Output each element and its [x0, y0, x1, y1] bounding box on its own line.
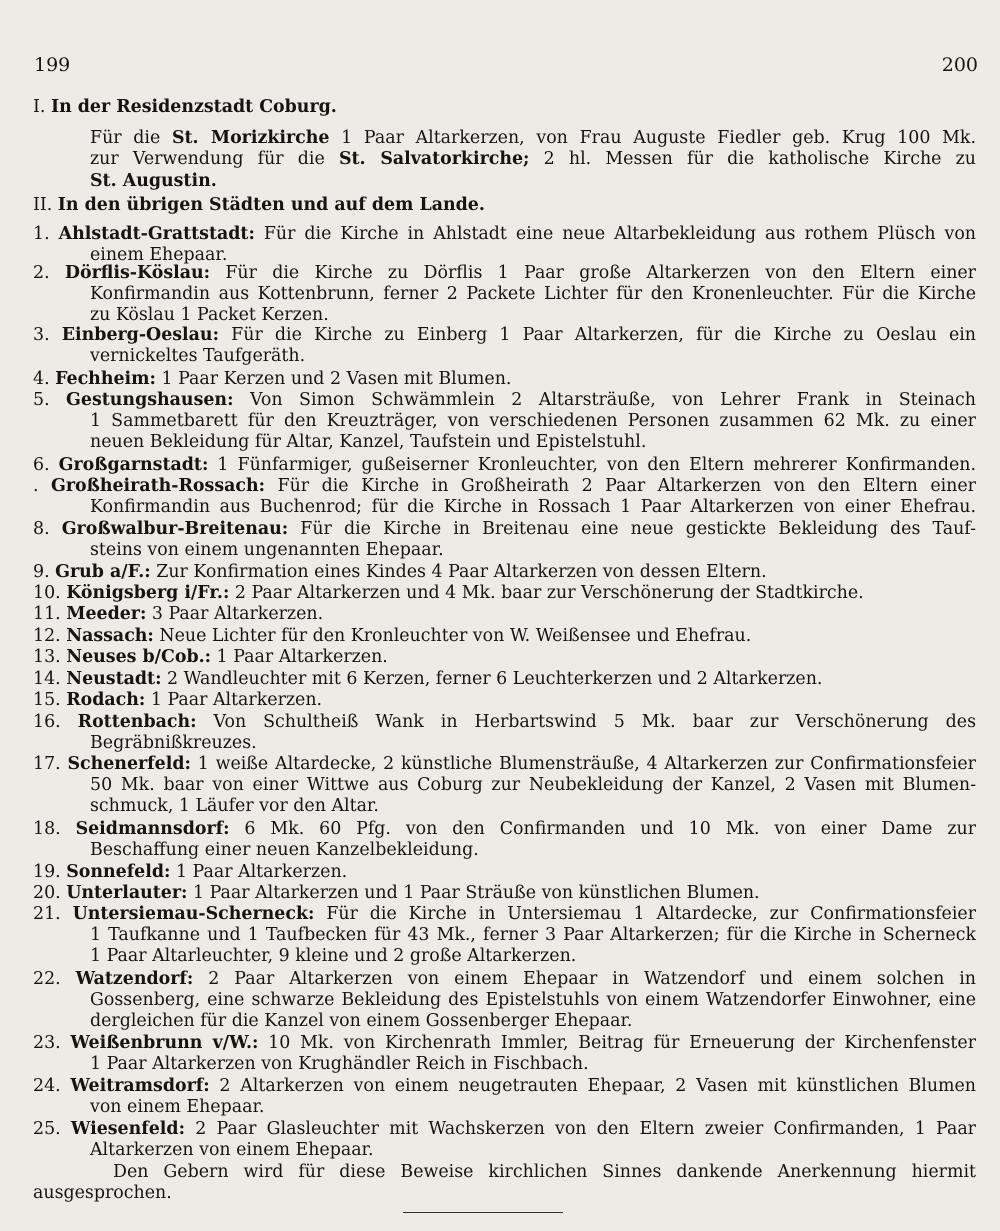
line-text: 8. [33, 519, 62, 539]
text-line [33, 224, 976, 245]
page-number-left: 199 [34, 54, 71, 76]
text-line [33, 1183, 976, 1204]
entry-heading: Rottenbach: [77, 712, 197, 732]
text-line [90, 540, 976, 561]
entry-heading: Meeder: [66, 604, 147, 624]
line-text: Für die Kirche in Untersiemau 1 Altardecke, zur Confirmationsfeier [314, 904, 976, 924]
line-text: 25. [33, 1119, 71, 1139]
text-line [90, 432, 976, 453]
entry-heading: Grub a/F.: [55, 562, 151, 582]
text-line [33, 754, 976, 775]
line-text: Den Gebern wird für diese Beweise kirchlichen Sinnes dankende Anerkennung hiermit [113, 1162, 976, 1182]
line-text: . [33, 476, 52, 496]
text-line [33, 690, 976, 711]
line-text: 1 Paar Altarkerzen von Krughändler Reich in Fischbach. [90, 1054, 589, 1074]
line-text: 16. [33, 712, 78, 732]
entry-heading: Großwalbur-Breitenau: [61, 519, 289, 539]
line-text: 21. [33, 904, 73, 924]
line-text: 19. [33, 862, 67, 882]
text-line [33, 862, 976, 883]
entry-heading: Neuses b/Cob.: [66, 647, 212, 667]
entry-heading: Neustadt: [66, 669, 162, 689]
line-text: 12. [33, 626, 67, 646]
line-text: zu Köslau 1 Packet Kerzen. [90, 305, 329, 325]
line-text: 23. [33, 1033, 71, 1053]
line-text: 2 Paar Altarkerzen und 4 Mk. baar zur Verschönerung der Stadtkirche. [229, 583, 864, 603]
entry-heading: St. Augustin. [90, 171, 217, 191]
text-line [90, 1097, 976, 1118]
text-line [33, 97, 976, 118]
line-text: Konfirmandin aus Kottenbrunn, ferner 2 Packete Lichter für den Kronenleuchter. Für die Kirche [90, 284, 976, 304]
line-text: 1 weiße Altardecke, 2 künstliche Blumensträuße, 4 Altarkerzen zur Confirmationsfeier [190, 754, 976, 774]
line-text: 2. [33, 263, 65, 283]
line-text: 11. [33, 604, 67, 624]
line-text: schmuck, 1 Läufer vor den Altar. [90, 796, 379, 816]
line-text: 50 Mk. baar von einer Wittwe aus Coburg zur Neubekleidung der Kanzel, 2 Vasen mit Blumen- [90, 775, 976, 795]
entry-heading: Ahlstadt-Grattstadt: [58, 224, 255, 244]
line-text: II. [33, 195, 58, 215]
line-text: Für die Kirche in Großheirath 2 Paar Altarkerzen von den Eltern einer [265, 476, 976, 496]
text-line [33, 712, 976, 733]
line-text: 10 Mk. von Kirchenrath Immler, Beitrag für Erneuerung der Kirchenfenster [258, 1033, 976, 1053]
line-text: Von Schultheiß Wank in Herbartswind 5 Mk. baar zur Verschönerung des [196, 712, 976, 732]
entry-heading: Watzendorf: [75, 969, 194, 989]
text-line [33, 390, 976, 411]
line-text: 13. [33, 647, 67, 667]
line-text: I. [33, 97, 51, 117]
line-text: 9. [33, 562, 56, 582]
text-line [90, 284, 976, 305]
line-text: 15. [33, 690, 67, 710]
text-line [90, 346, 976, 367]
line-text: 2 Paar Altarkerzen von einem Ehepaar in Watzendorf und einem solchen in [193, 969, 976, 989]
line-text: 1 Paar Kerzen und 2 Vasen mit Blumen. [155, 369, 512, 389]
text-line [90, 171, 976, 192]
text-line [33, 647, 976, 668]
line-text: 18. [33, 819, 76, 839]
text-line [33, 1119, 976, 1140]
entry-heading: Dörflis-Köslau: [64, 263, 211, 283]
entry-heading: Sonnefeld: [66, 862, 171, 882]
line-text: 2 hl. Messen für die katholische Kirche zu [529, 149, 976, 169]
text-line [33, 455, 976, 476]
line-text: Beschaffung einer neuen Kanzelbekleidung. [90, 840, 479, 860]
text-line [90, 925, 976, 946]
line-text: 10. [33, 583, 67, 603]
text-line [90, 149, 976, 170]
text-line [33, 1033, 976, 1054]
text-line [90, 733, 976, 754]
text-line [90, 775, 976, 796]
line-text: 6 Mk. 60 Pfg. von den Confirmanden und 10 Mk. von einer Dame zur [229, 819, 976, 839]
line-text: 1 Paar Altarkerzen. [170, 862, 348, 882]
entry-heading: Fechheim: [55, 369, 156, 389]
entry-heading: Wiesenfeld: [70, 1119, 185, 1139]
line-text: 1 Sammetbarett für den Kreuzträger, von verschiedenen Personen zusammen 62 Mk. zu einer [90, 411, 976, 431]
entry-heading: St. Morizkirche [171, 128, 330, 148]
text-line [33, 195, 976, 216]
closing-rule [403, 1212, 563, 1213]
line-text: 3. [33, 325, 62, 345]
text-line [33, 369, 976, 390]
line-text: vernickeltes Taufgeräth. [90, 346, 306, 366]
line-text: 1 Taufkanne und 1 Taufbecken für 43 Mk., ferner 3 Paar Altarkerzen; für die Kirche in Scherneck [90, 925, 976, 945]
text-line [90, 128, 976, 149]
text-line [90, 305, 976, 326]
line-text: ausgesprochen. [33, 1183, 172, 1203]
line-text: 1 Paar Altarkerzen, von Frau Auguste Fiedler geb. Krug 100 Mk. [329, 128, 976, 148]
entry-heading: Großgarnstadt: [58, 455, 209, 475]
line-text: Für die [90, 128, 172, 148]
line-text: 2 Altarkerzen von einem neugetrauten Ehepaar, 2 Vasen mit künstlichen Blumen [209, 1076, 976, 1096]
text-line [33, 519, 976, 540]
line-text: Begräbnißkreuzes. [90, 733, 257, 753]
line-text: zur Verwendung für die [90, 149, 339, 169]
line-text: 3 Paar Altarkerzen. [146, 604, 324, 624]
text-line [33, 969, 976, 990]
line-text: Neue Lichter für den Kronleuchter von W. Weißensee und Ehefrau. [153, 626, 752, 646]
entry-heading: Unterlauter: [66, 883, 188, 903]
text-line [33, 263, 976, 284]
line-text: 5. [33, 390, 67, 410]
entry-heading: Rodach: [66, 690, 146, 710]
line-text: Gossenberg, eine schwarze Bekleidung des Epistelstuhls von einem Watzendorfer Einwohner, eine [90, 990, 976, 1010]
line-text: steins von einem ungenannten Ehepaar. [90, 540, 444, 560]
line-text: 2 Wandleuchter mit 6 Kerzen, ferner 6 Leuchterkerzen und 2 Altarkerzen. [161, 669, 823, 689]
text-line [33, 1076, 976, 1097]
entry-heading: Schenerfeld: [67, 754, 191, 774]
line-text: Für die Kirche zu Dörflis 1 Paar große Altarkerzen von den Eltern einer [210, 263, 976, 283]
entry-heading: Gestungshausen: [66, 390, 234, 410]
text-line [113, 1162, 976, 1183]
line-text: 1. [33, 224, 59, 244]
line-text: einem Ehepaar. [90, 245, 228, 265]
line-text: 1 Paar Altarkerzen. [211, 647, 388, 667]
entry-heading: Weißenbrunn v/W.: [70, 1033, 259, 1053]
text-line [90, 1011, 976, 1032]
entry-heading: Untersiemau-Scherneck: [72, 904, 315, 924]
entry-heading: In der Residenzstadt Coburg. [50, 97, 337, 117]
line-text: 22. [33, 969, 76, 989]
line-text: Für die Kirche in Ahlstadt eine neue Altarbekleidung aus rothem Plüsch von [254, 224, 976, 244]
line-text: 6. [33, 455, 59, 475]
line-text: 17. [33, 754, 68, 774]
line-text: neuen Bekleidung für Altar, Kanzel, Taufstein und Epistelstuhl. [90, 432, 647, 452]
line-text: Altarkerzen von einem Ehepaar. [90, 1140, 374, 1160]
line-text: 20. [33, 883, 67, 903]
text-line [90, 796, 976, 817]
line-text: 1 Fünfarmiger, gußeiserner Kronleuchter, von den Eltern mehrerer Konfirmanden. [208, 455, 976, 475]
line-text: 4. [33, 369, 56, 389]
line-text: Für die Kirche zu Einberg 1 Paar Altarkerzen, für die Kirche zu Oeslau ein [219, 325, 976, 345]
line-text: 1 Paar Altarkerzen. [145, 690, 323, 710]
text-line [33, 562, 976, 583]
text-line [33, 819, 976, 840]
entry-heading: In den übrigen Städten und auf dem Lande. [57, 195, 485, 215]
entry-heading: Königsberg i/Fr.: [66, 583, 230, 603]
line-text: 2 Paar Glasleuchter mit Wachskerzen von den Eltern zweier Confirmanden, 1 Paar [185, 1119, 976, 1139]
line-text: Für die Kirche in Breitenau eine neue gestickte Bekleidung des Tauf- [288, 519, 976, 539]
entry-heading: Großheirath-Rossach: [51, 476, 266, 496]
line-text: 1 Paar Altarkerzen und 1 Paar Sträuße von künstlichen Blumen. [187, 883, 760, 903]
text-line [33, 904, 976, 925]
line-text: dergleichen für die Kanzel von einem Gossenberger Ehepaar. [90, 1011, 633, 1031]
text-line [33, 476, 976, 497]
text-line [33, 325, 976, 346]
entry-heading: Einberg-Oeslau: [61, 325, 219, 345]
text-line [90, 990, 976, 1011]
line-text: Von Simon Schwämmlein 2 Altarsträuße, von Lehrer Frank in Steinach [233, 390, 976, 410]
text-line [33, 604, 976, 625]
line-text: 24. [33, 1076, 71, 1096]
line-text: von einem Ehepaar. [90, 1097, 265, 1117]
text-line [33, 583, 976, 604]
entry-heading: St. Salvatorkirche; [338, 149, 530, 169]
text-line [90, 411, 976, 432]
text-line [33, 626, 976, 647]
text-line [90, 946, 976, 967]
line-text: Konfirmandin aus Buchenrod; für die Kirche in Rossach 1 Paar Altarkerzen von einer Ehefrau. [90, 497, 976, 517]
entry-heading: Seidmannsdorf: [75, 819, 230, 839]
page-number-right: 200 [941, 54, 978, 76]
text-line [90, 1140, 976, 1161]
text-line [33, 883, 976, 904]
entry-heading: Weitramsdorf: [70, 1076, 210, 1096]
line-text: Zur Konfirmation eines Kindes 4 Paar Altarkerzen von dessen Eltern. [150, 562, 767, 582]
text-line [90, 840, 976, 861]
line-text: 14. [33, 669, 67, 689]
text-line [90, 497, 976, 518]
entry-heading: Nassach: [66, 626, 154, 646]
text-line [90, 1054, 976, 1075]
text-line [33, 669, 976, 690]
line-text: 1 Paar Altarleuchter, 9 kleine und 2 große Altarkerzen. [90, 946, 577, 966]
